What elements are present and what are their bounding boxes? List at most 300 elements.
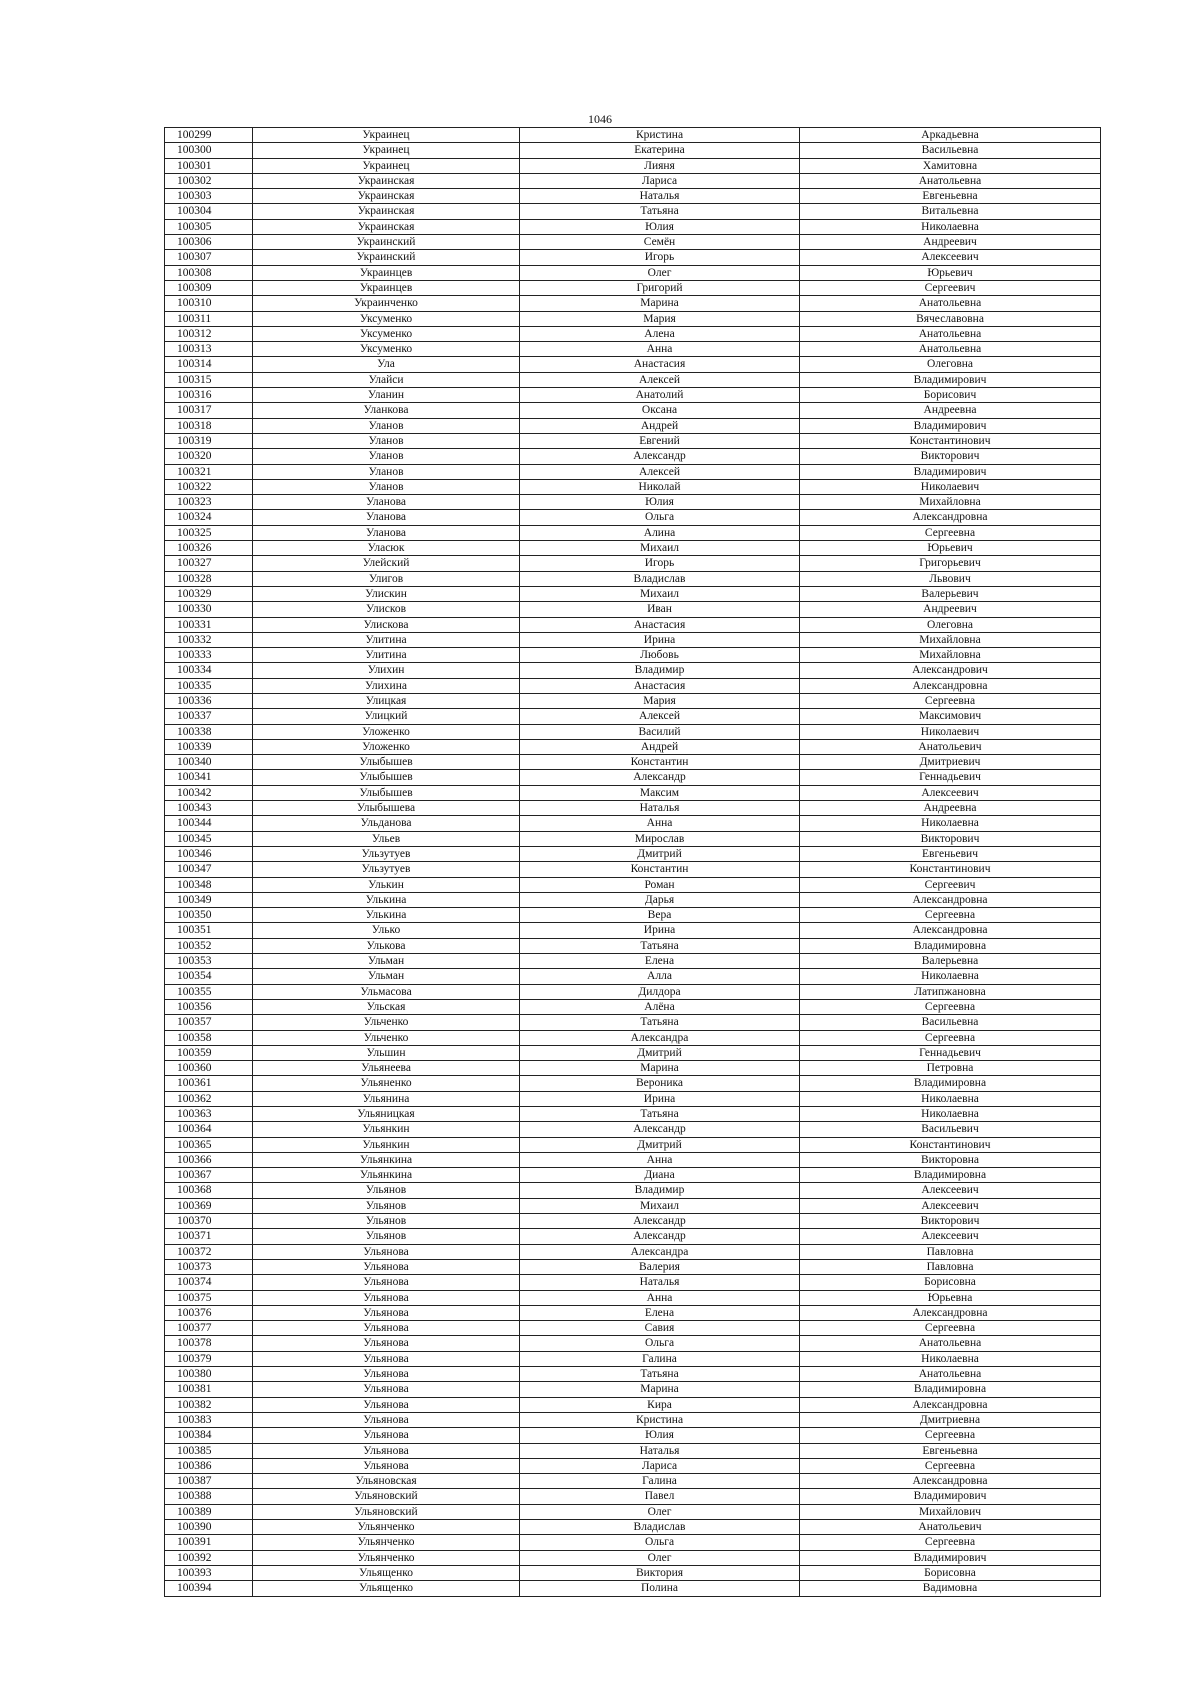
record-number-cell: 100370: [165, 1214, 253, 1229]
patronymic-cell: Владимировна: [800, 1168, 1101, 1183]
patronymic-cell: Павловна: [800, 1259, 1101, 1274]
table-row: [165, 1229, 1101, 1244]
patronymic-cell: Константинович: [800, 1137, 1101, 1152]
first-name-cell: Ирина: [520, 923, 800, 938]
patronymic-cell: Евгеньевна: [800, 189, 1101, 204]
patronymic-cell: Львович: [800, 571, 1101, 586]
first-name-cell: Дмитрий: [520, 1045, 800, 1060]
table-row: [165, 158, 1101, 173]
last-name-cell: Уксуменко: [253, 326, 520, 341]
last-name-cell: Улькина: [253, 892, 520, 907]
last-name-cell: Ульданова: [253, 816, 520, 831]
patronymic-cell: Хамитовна: [800, 158, 1101, 173]
first-name-cell: Алексей: [520, 709, 800, 724]
last-name-cell: Уланова: [253, 510, 520, 525]
table-row: [165, 143, 1101, 158]
table-row: [165, 969, 1101, 984]
first-name-cell: Наталья: [520, 189, 800, 204]
patronymic-cell: Владимирович: [800, 1550, 1101, 1565]
table-row: [165, 709, 1101, 724]
patronymic-cell: Борисовна: [800, 1565, 1101, 1580]
record-number-cell: 100321: [165, 464, 253, 479]
last-name-cell: Улицкий: [253, 709, 520, 724]
record-number-cell: 100328: [165, 571, 253, 586]
patronymic-cell: Андреевна: [800, 801, 1101, 816]
table-row: [165, 801, 1101, 816]
record-number-cell: 100361: [165, 1076, 253, 1091]
record-number-cell: 100376: [165, 1305, 253, 1320]
record-number-cell: 100309: [165, 280, 253, 295]
last-name-cell: Улейский: [253, 556, 520, 571]
first-name-cell: Вероника: [520, 1076, 800, 1091]
record-number-cell: 100363: [165, 1107, 253, 1122]
last-name-cell: Украинская: [253, 173, 520, 188]
patronymic-cell: Борисовна: [800, 1275, 1101, 1290]
record-number-cell: 100360: [165, 1061, 253, 1076]
patronymic-cell: Сергеевич: [800, 280, 1101, 295]
table-row: [165, 1076, 1101, 1091]
record-number-cell: 100353: [165, 954, 253, 969]
patronymic-cell: Алексеевич: [800, 1229, 1101, 1244]
record-number-cell: 100300: [165, 143, 253, 158]
record-number-cell: 100308: [165, 265, 253, 280]
table-row: [165, 265, 1101, 280]
table-row: [165, 219, 1101, 234]
record-number-cell: 100371: [165, 1229, 253, 1244]
table-row: [165, 1489, 1101, 1504]
patronymic-cell: Николаевич: [800, 479, 1101, 494]
patronymic-cell: Владимировна: [800, 1382, 1101, 1397]
patronymic-cell: Вадимовна: [800, 1581, 1101, 1596]
last-name-cell: Ульянова: [253, 1275, 520, 1290]
record-number-cell: 100318: [165, 418, 253, 433]
patronymic-cell: Викторович: [800, 1214, 1101, 1229]
table-row: [165, 418, 1101, 433]
patronymic-cell: Юрьевич: [800, 265, 1101, 280]
last-name-cell: Ульянова: [253, 1351, 520, 1366]
first-name-cell: Алла: [520, 969, 800, 984]
patronymic-cell: Сергеевна: [800, 1458, 1101, 1473]
first-name-cell: Татьяна: [520, 1107, 800, 1122]
record-number-cell: 100391: [165, 1535, 253, 1550]
patronymic-cell: Евгеньевич: [800, 846, 1101, 861]
first-name-cell: Олег: [520, 1504, 800, 1519]
last-name-cell: Ульянова: [253, 1367, 520, 1382]
table-row: [165, 1290, 1101, 1305]
first-name-cell: Семён: [520, 235, 800, 250]
first-name-cell: Александр: [520, 1122, 800, 1137]
table-row: [165, 770, 1101, 785]
first-name-cell: Мирослав: [520, 831, 800, 846]
record-number-cell: 100316: [165, 388, 253, 403]
first-name-cell: Татьяна: [520, 204, 800, 219]
patronymic-cell: Дмитриевна: [800, 1412, 1101, 1427]
patronymic-cell: Андреевна: [800, 403, 1101, 418]
table-row: [165, 1259, 1101, 1274]
last-name-cell: Ульященко: [253, 1565, 520, 1580]
first-name-cell: Савия: [520, 1321, 800, 1336]
table-row: [165, 632, 1101, 647]
first-name-cell: Алёна: [520, 999, 800, 1014]
patronymic-cell: Анатольевна: [800, 1336, 1101, 1351]
record-number-cell: 100311: [165, 311, 253, 326]
table-row: [165, 189, 1101, 204]
patronymic-cell: Васильевич: [800, 1122, 1101, 1137]
record-number-cell: 100337: [165, 709, 253, 724]
first-name-cell: Мария: [520, 693, 800, 708]
patronymic-cell: Владимирович: [800, 418, 1101, 433]
first-name-cell: Николай: [520, 479, 800, 494]
first-name-cell: Екатерина: [520, 143, 800, 158]
last-name-cell: Ульянова: [253, 1428, 520, 1443]
patronymic-cell: Викторовна: [800, 1152, 1101, 1167]
table-row: [165, 862, 1101, 877]
last-name-cell: Улихин: [253, 663, 520, 678]
last-name-cell: Ульяновская: [253, 1474, 520, 1489]
last-name-cell: Ульская: [253, 999, 520, 1014]
last-name-cell: Украинцев: [253, 280, 520, 295]
record-number-cell: 100339: [165, 739, 253, 754]
table-row: [165, 556, 1101, 571]
last-name-cell: Украинская: [253, 204, 520, 219]
table-row: [165, 326, 1101, 341]
patronymic-cell: Алексеевич: [800, 785, 1101, 800]
first-name-cell: Дмитрий: [520, 1137, 800, 1152]
patronymic-cell: Сергеевна: [800, 693, 1101, 708]
table-row: [165, 525, 1101, 540]
first-name-cell: Татьяна: [520, 1015, 800, 1030]
first-name-cell: Елена: [520, 954, 800, 969]
record-number-cell: 100383: [165, 1412, 253, 1427]
last-name-cell: Ульянеева: [253, 1061, 520, 1076]
first-name-cell: Валерия: [520, 1259, 800, 1274]
last-name-cell: Ульянкина: [253, 1168, 520, 1183]
patronymic-cell: Сергеевна: [800, 1321, 1101, 1336]
table-row: [165, 923, 1101, 938]
last-name-cell: Уланова: [253, 525, 520, 540]
patronymic-cell: Геннадьевич: [800, 1045, 1101, 1060]
last-name-cell: Ульянкин: [253, 1122, 520, 1137]
record-number-cell: 100332: [165, 632, 253, 647]
last-name-cell: Ульянкин: [253, 1137, 520, 1152]
first-name-cell: Роман: [520, 877, 800, 892]
first-name-cell: Диана: [520, 1168, 800, 1183]
record-number-cell: 100385: [165, 1443, 253, 1458]
patronymic-cell: Михайлович: [800, 1504, 1101, 1519]
last-name-cell: Ульянченко: [253, 1520, 520, 1535]
table-row: [165, 1474, 1101, 1489]
table-row: [165, 954, 1101, 969]
last-name-cell: Уланов: [253, 479, 520, 494]
table-row: [165, 1214, 1101, 1229]
first-name-cell: Андрей: [520, 739, 800, 754]
first-name-cell: Кристина: [520, 1412, 800, 1427]
table-row: [165, 1061, 1101, 1076]
table-row: [165, 602, 1101, 617]
patronymic-cell: Николаевна: [800, 969, 1101, 984]
patronymic-cell: Александровна: [800, 678, 1101, 693]
last-name-cell: Ульченко: [253, 1015, 520, 1030]
last-name-cell: Уложенко: [253, 739, 520, 754]
last-name-cell: Ульянова: [253, 1244, 520, 1259]
patronymic-cell: Александрович: [800, 663, 1101, 678]
first-name-cell: Игорь: [520, 250, 800, 265]
last-name-cell: Уложенко: [253, 724, 520, 739]
record-number-cell: 100338: [165, 724, 253, 739]
record-number-cell: 100346: [165, 846, 253, 861]
first-name-cell: Андрей: [520, 418, 800, 433]
first-name-cell: Александр: [520, 1229, 800, 1244]
patronymic-cell: Сергеевна: [800, 525, 1101, 540]
patronymic-cell: Константинович: [800, 433, 1101, 448]
record-number-cell: 100387: [165, 1474, 253, 1489]
record-number-cell: 100340: [165, 755, 253, 770]
table-row: [165, 1382, 1101, 1397]
first-name-cell: Александра: [520, 1244, 800, 1259]
record-number-cell: 100359: [165, 1045, 253, 1060]
record-number-cell: 100317: [165, 403, 253, 418]
table-row: [165, 1168, 1101, 1183]
table-row: [165, 1152, 1101, 1167]
first-name-cell: Кристина: [520, 128, 800, 143]
first-name-cell: Дмитрий: [520, 846, 800, 861]
patronymic-cell: Евгеньевна: [800, 1443, 1101, 1458]
first-name-cell: Юлия: [520, 219, 800, 234]
table-row: [165, 892, 1101, 907]
patronymic-cell: Юрьевич: [800, 541, 1101, 556]
patronymic-cell: Анатольевна: [800, 342, 1101, 357]
patronymic-cell: Сергеевна: [800, 908, 1101, 923]
patronymic-cell: Сергеевна: [800, 1535, 1101, 1550]
last-name-cell: Улискова: [253, 617, 520, 632]
record-number-cell: 100313: [165, 342, 253, 357]
patronymic-cell: Олеговна: [800, 357, 1101, 372]
last-name-cell: Ульченко: [253, 1030, 520, 1045]
last-name-cell: Ульянов: [253, 1229, 520, 1244]
table-row: [165, 1351, 1101, 1366]
last-name-cell: Ульман: [253, 969, 520, 984]
last-name-cell: Улыбышев: [253, 785, 520, 800]
first-name-cell: Владислав: [520, 1520, 800, 1535]
table-row: [165, 1565, 1101, 1580]
table-row: [165, 617, 1101, 632]
last-name-cell: Уксуменко: [253, 342, 520, 357]
first-name-cell: Наталья: [520, 1443, 800, 1458]
record-number-cell: 100366: [165, 1152, 253, 1167]
first-name-cell: Владимир: [520, 663, 800, 678]
patronymic-cell: Васильевна: [800, 143, 1101, 158]
patronymic-cell: Витальевна: [800, 204, 1101, 219]
first-name-cell: Алексей: [520, 464, 800, 479]
record-number-cell: 100322: [165, 479, 253, 494]
patronymic-cell: Константинович: [800, 862, 1101, 877]
table-row: [165, 999, 1101, 1014]
first-name-cell: Александра: [520, 1030, 800, 1045]
last-name-cell: Улитина: [253, 648, 520, 663]
first-name-cell: Анна: [520, 816, 800, 831]
patronymic-cell: Григорьевич: [800, 556, 1101, 571]
record-number-cell: 100303: [165, 189, 253, 204]
last-name-cell: Улитина: [253, 632, 520, 647]
first-name-cell: Олег: [520, 1550, 800, 1565]
table-row: [165, 296, 1101, 311]
table-row: [165, 571, 1101, 586]
table-row: [165, 204, 1101, 219]
patronymic-cell: Максимович: [800, 709, 1101, 724]
last-name-cell: Улыбышева: [253, 801, 520, 816]
first-name-cell: Оксана: [520, 403, 800, 418]
first-name-cell: Вера: [520, 908, 800, 923]
patronymic-cell: Андреевич: [800, 235, 1101, 250]
record-number-cell: 100307: [165, 250, 253, 265]
first-name-cell: Елена: [520, 1305, 800, 1320]
first-name-cell: Наталья: [520, 1275, 800, 1290]
table-row: [165, 479, 1101, 494]
record-number-cell: 100319: [165, 433, 253, 448]
table-row: [165, 403, 1101, 418]
table-row: [165, 173, 1101, 188]
table-row: [165, 1535, 1101, 1550]
patronymic-cell: Латипжановна: [800, 984, 1101, 999]
last-name-cell: Уланкова: [253, 403, 520, 418]
record-number-cell: 100320: [165, 449, 253, 464]
table-row: [165, 739, 1101, 754]
patronymic-cell: Александровна: [800, 1305, 1101, 1320]
first-name-cell: Татьяна: [520, 938, 800, 953]
record-number-cell: 100342: [165, 785, 253, 800]
first-name-cell: Олег: [520, 265, 800, 280]
first-name-cell: Полина: [520, 1581, 800, 1596]
table-row: [165, 1015, 1101, 1030]
last-name-cell: Уласюк: [253, 541, 520, 556]
first-name-cell: Марина: [520, 1382, 800, 1397]
last-name-cell: Ульянов: [253, 1198, 520, 1213]
record-number-cell: 100380: [165, 1367, 253, 1382]
table-row: [165, 541, 1101, 556]
patronymic-cell: Николаевна: [800, 1351, 1101, 1366]
patronymic-cell: Николаевна: [800, 816, 1101, 831]
record-number-cell: 100315: [165, 372, 253, 387]
first-name-cell: Александр: [520, 449, 800, 464]
patronymic-cell: Геннадьевич: [800, 770, 1101, 785]
record-number-cell: 100335: [165, 678, 253, 693]
table-row: [165, 342, 1101, 357]
table-row: [165, 495, 1101, 510]
last-name-cell: Ульянченко: [253, 1535, 520, 1550]
first-name-cell: Ольга: [520, 1336, 800, 1351]
record-number-cell: 100331: [165, 617, 253, 632]
first-name-cell: Дилдора: [520, 984, 800, 999]
record-number-cell: 100352: [165, 938, 253, 953]
record-number-cell: 100343: [165, 801, 253, 816]
roster-body: [165, 128, 1101, 1597]
first-name-cell: Анна: [520, 1290, 800, 1305]
last-name-cell: Ульев: [253, 831, 520, 846]
table-row: [165, 846, 1101, 861]
record-number-cell: 100347: [165, 862, 253, 877]
first-name-cell: Павел: [520, 1489, 800, 1504]
record-number-cell: 100334: [165, 663, 253, 678]
patronymic-cell: Михайловна: [800, 648, 1101, 663]
patronymic-cell: Михайловна: [800, 632, 1101, 647]
first-name-cell: Ольга: [520, 1535, 800, 1550]
first-name-cell: Анатолий: [520, 388, 800, 403]
last-name-cell: Ула: [253, 357, 520, 372]
last-name-cell: Уланова: [253, 495, 520, 510]
last-name-cell: Ульянов: [253, 1214, 520, 1229]
patronymic-cell: Валерьевич: [800, 586, 1101, 601]
table-row: [165, 433, 1101, 448]
first-name-cell: Галина: [520, 1351, 800, 1366]
table-row: [165, 984, 1101, 999]
table-row: [165, 1107, 1101, 1122]
table-row: [165, 678, 1101, 693]
table-row: [165, 510, 1101, 525]
record-number-cell: 100357: [165, 1015, 253, 1030]
first-name-cell: Марина: [520, 1061, 800, 1076]
patronymic-cell: Анатольевич: [800, 1520, 1101, 1535]
record-number-cell: 100301: [165, 158, 253, 173]
record-number-cell: 100374: [165, 1275, 253, 1290]
table-row: [165, 1183, 1101, 1198]
table-row: [165, 128, 1101, 143]
table-row: [165, 1122, 1101, 1137]
record-number-cell: 100325: [165, 525, 253, 540]
table-row: [165, 1367, 1101, 1382]
table-row: [165, 1137, 1101, 1152]
record-number-cell: 100377: [165, 1321, 253, 1336]
last-name-cell: Ульянова: [253, 1259, 520, 1274]
record-number-cell: 100368: [165, 1183, 253, 1198]
record-number-cell: 100355: [165, 984, 253, 999]
patronymic-cell: Владимировна: [800, 938, 1101, 953]
first-name-cell: Любовь: [520, 648, 800, 663]
last-name-cell: Ульянина: [253, 1091, 520, 1106]
record-number-cell: 100367: [165, 1168, 253, 1183]
record-number-cell: 100299: [165, 128, 253, 143]
record-number-cell: 100306: [165, 235, 253, 250]
table-row: [165, 648, 1101, 663]
last-name-cell: Ульшин: [253, 1045, 520, 1060]
last-name-cell: Уланов: [253, 433, 520, 448]
last-name-cell: Ульяновский: [253, 1504, 520, 1519]
record-number-cell: 100378: [165, 1336, 253, 1351]
last-name-cell: Ульзутуев: [253, 862, 520, 877]
record-number-cell: 100312: [165, 326, 253, 341]
first-name-cell: Григорий: [520, 280, 800, 295]
first-name-cell: Юлия: [520, 495, 800, 510]
table-row: [165, 1581, 1101, 1596]
last-name-cell: Ульянова: [253, 1336, 520, 1351]
table-row: [165, 1336, 1101, 1351]
patronymic-cell: Владимирович: [800, 372, 1101, 387]
patronymic-cell: Анатольевна: [800, 296, 1101, 311]
patronymic-cell: Викторович: [800, 831, 1101, 846]
first-name-cell: Анастасия: [520, 357, 800, 372]
last-name-cell: Украинченко: [253, 296, 520, 311]
patronymic-cell: Павловна: [800, 1244, 1101, 1259]
first-name-cell: Анна: [520, 1152, 800, 1167]
table-row: [165, 1321, 1101, 1336]
first-name-cell: Константин: [520, 862, 800, 877]
last-name-cell: Улыбышев: [253, 755, 520, 770]
record-number-cell: 100345: [165, 831, 253, 846]
patronymic-cell: Николаевна: [800, 219, 1101, 234]
last-name-cell: Улько: [253, 923, 520, 938]
first-name-cell: Александр: [520, 1214, 800, 1229]
first-name-cell: Владислав: [520, 571, 800, 586]
record-number-cell: 100375: [165, 1290, 253, 1305]
